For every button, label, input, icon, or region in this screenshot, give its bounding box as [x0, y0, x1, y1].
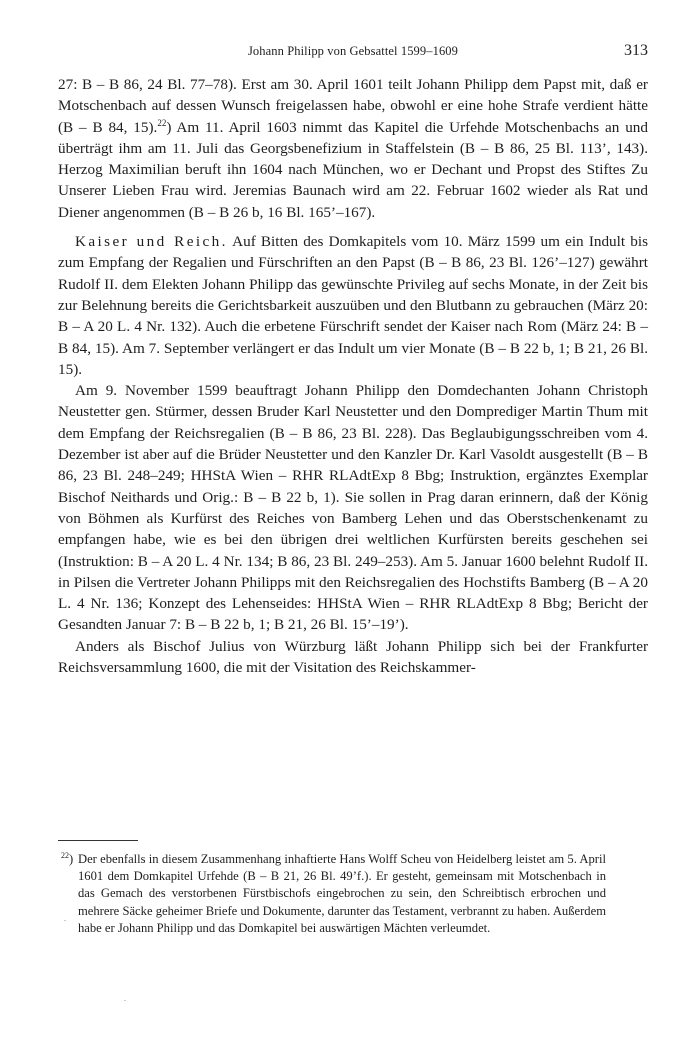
- body-text: [58, 74, 648, 678]
- footnote-text: Der ebenfalls in diesem Zusammenhang inhaftierte Hans Wolff Scheu von Heidelberg leistet am 5. April 1601 dem Domkapitel Urfehde (B – B 21, 26 Bl. 49’f.). Er gesteht, gemeinsam mit Motschenbach in das Gemach des verstorbenen Fürstbischofs eingebrochen zu sein, den Schreibtisch erbrochen und mehrere Säcke geheimer Briefe und Dokumente, darunter das Testament, verbrannt zu haben. Außerdem habe er Johann Philipp und das Domkapitel bei auswärtigen Mächten verleumdet.: [78, 852, 606, 935]
- paragraph-kaiser-und-reich: [58, 231, 648, 380]
- footnote-number: 22: [61, 851, 69, 860]
- paragraph-text: ) Am 11. April 1603 nimmt das Kapitel die Urfehde Motschenbachs an und überträgt ihm am 11. Juli das Georgsbenefizium in Staffelstein (B – B 86, 25 Bl. 113’, 143). Herzog Maximilian beruft ihn 1604 nach München, wo er Dechant und Propst des Stiftes Zu Unserer Lieben Frau wird. Jeremias Baunach wird am 22. Februar 1602 wieder als Rat und Diener angenommen (B – B 26 b, 16 Bl. 165’–167).: [58, 118, 648, 221]
- paragraph-continuation: [58, 74, 648, 223]
- paragraph-reichsversammlung: [58, 636, 648, 679]
- paragraph-text: 27: B – B 86, 24 Bl. 77–78). Erst am 30. April 1601 teilt Johann Philipp dem Papst mit, daß er Motschenbach auf dessen Wunsch freigelassen habe, obwohl er eine hohe Strafe verdient hätte (B – B 84, 15).: [58, 76, 648, 136]
- paragraph-text: Am 9. November 1599 beauftragt Johann Philipp den Domdechanten Johann Christoph Neustetter gen. Stürmer, dessen Bruder Karl Neustetter und den Domprediger Martin Thum mit dem Empfang der Reichsregalien (B – B 86, 23 Bl. 228). Das Beglaubigungsschreiben vom 4. Dezember ist aber auf die Brüder Neustetter und den Kanzler Dr. Karl Vasoldt ausgestellt (B – B 86, 23 Bl. 248–249; HHStA Wien – RHR RLAdtExp 8 Bbg; Instruktion, ergänztes Exemplar Bischof Neithards und Orig.: B – B 22 b, 1). Sie sollen in Prag daran erinnern, daß der König von Böhmen als Kurfürst des Reiches von Bamberg Lehen und das Oberstschenkenamt zu empfangen habe, wie es bei den übrigen drei weltlichen Kurfürsten bereits geschehen sei (Instruktion: B – A 20 L. 4 Nr. 134; B 86, 23 Bl. 249–253). Am 5. Januar 1600 belehnt Rudolf II. in Pilsen die Vertreter Johann Philipps mit den Reichsregalien des Hochstifts Bamberg (B – A 20 L. 4 Nr. 136; Konzept des Lehenseides: HHStA Wien – RHR RLAdtExp 8 Bbg; Bericht der Gesandten Januar 7: B – B 22 b, 1; B 21, 26 Bl. 15’–19’).: [58, 382, 648, 634]
- paragraph-regalien: [58, 380, 648, 636]
- page-header: [58, 42, 648, 64]
- section-heading: Kaiser und Reich.: [75, 233, 228, 251]
- footnote: [61, 851, 606, 937]
- footnote-reference: 22: [157, 117, 167, 128]
- scan-speck: [124, 1000, 126, 1001]
- footnote-divider: [58, 840, 138, 841]
- scan-speck: [64, 920, 66, 921]
- running-head: Johann Philipp von Gebsattel 1599–1609: [247, 44, 459, 58]
- paragraph-text: Anders als Bischof Julius von Würzburg läßt Johann Philipp sich bei der Frankfurter Reichsversammlung 1600, die mit der Visitation des Reichskammer-: [58, 637, 648, 677]
- footnote-marker: $^{22}$): [61, 851, 74, 866]
- page-number: 313: [624, 42, 648, 59]
- paragraph-text: Auf Bitten des Domkapitels vom 10. März 1599 um ein Indult bis zum Empfang der Regalien und Fürschriften an den Papst (B – B 86, 23 Bl. 126’–127) gewährt Rudolf II. dem Elekten Johann Philipp das gewünschte Privileg auf sechs Monate, in der Zeit bis zur Belehnung bereits die Gerichtsbarkeit auszuüben und den Blutbann zu gebrauchen (März 20: B – A 20 L. 4 Nr. 132). Auch die erbetene Fürschrift sendet der Kaiser nach Rom (März 24: B – B 84, 15). Am 7. September verlängert er das Indult um vier Monate (B – B 22 b, 1; B 21, 26 Bl. 15).: [58, 233, 648, 378]
